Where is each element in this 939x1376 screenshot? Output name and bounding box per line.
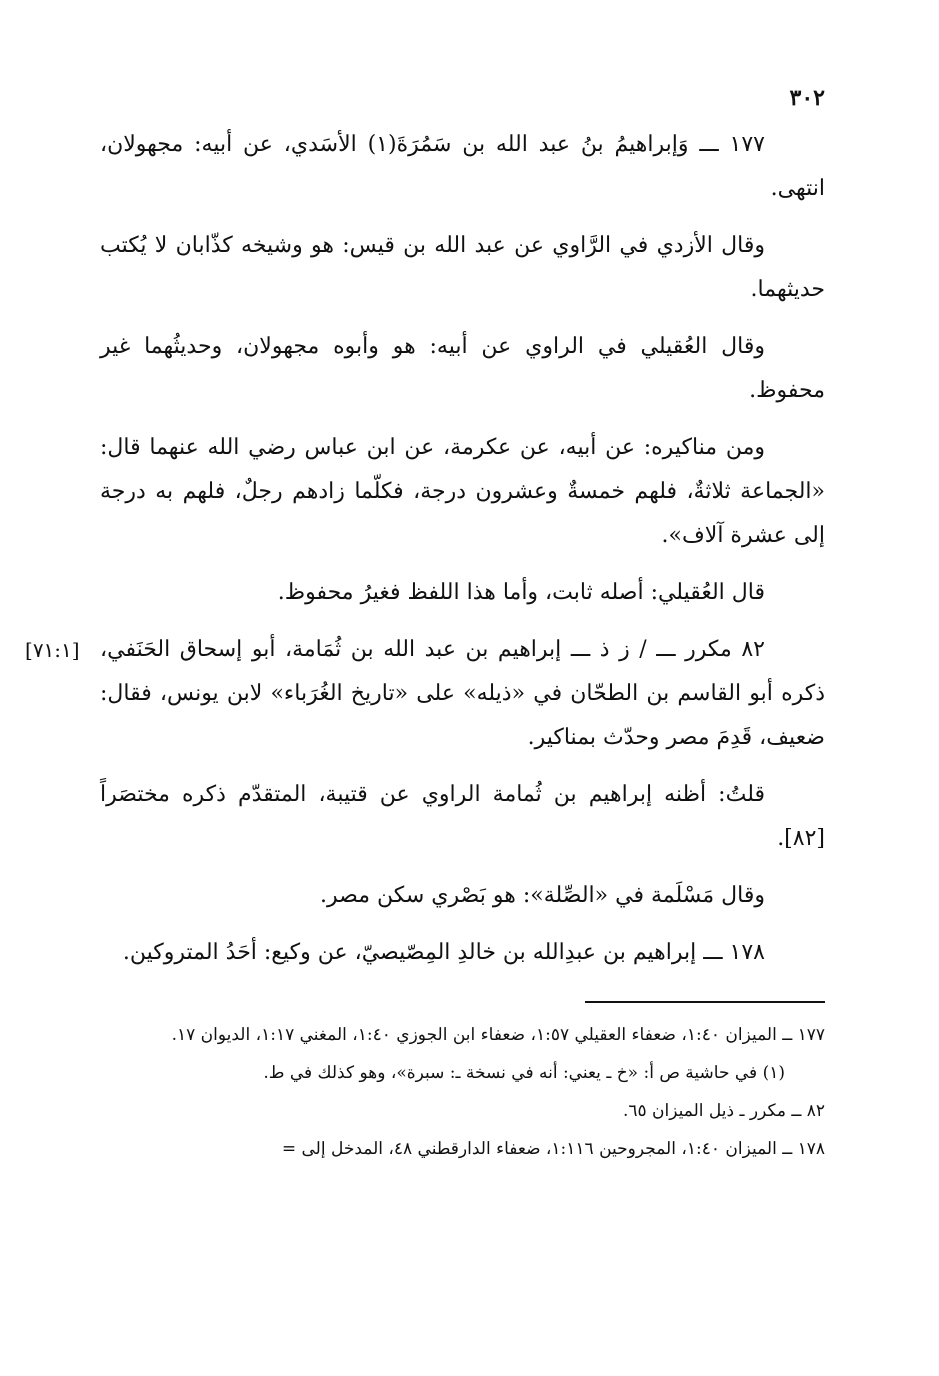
footnote-divider [585,1001,825,1003]
entry-82-wrapper [25,628,825,760]
footnote-177: ١٧٧ ــ الميزان ١:٤٠، ضعفاء العقيلي ١:٥٧، ضعفاء ابن الجوزي ١:٤٠، المغني ١:١٧، الديوان ١٧. [171,1025,825,1045]
entry-82: ٨٢ مكرر ـــ / ز ذ ـــ إبراهيم بن عبد الله بن ثُمَامة، أبو إسحاق الحَنَفي، ذكره أبو القاسم بن الطحّان في «ذيله» على «تاريخ الغُرَباء» لابن يونس، فقال: ضعيف، قَدِمَ مصر وحدّث بمناكير. [100,637,825,750]
paragraph-manakir: ومن مناكيره: عن أبيه، عن عكرمة، عن ابن عباس رضي الله عنهما قال: «الجماعة ثلاثةٌ، فلهم خمسةٌ وعشرون درجة، فكلّما زادهم رجلٌ، فلهم به درجة إلى عشرة آلاف». [100,435,825,548]
paragraph-qultu: قلتُ: أظنه إبراهيم بن ثُمامة الراوي عن قتيبة، المتقدّم ذكره مختصَراً [٨٢]. [100,782,825,851]
footnote-82: ٨٢ ــ مكرر ـ ذيل الميزان ٦٥. [622,1101,825,1121]
page-number: ٣٠٢ [789,85,825,111]
paragraph-uqayli: وقال العُقيلي في الراوي عن أبيه: هو وأبوه مجهولان، وحديثُهما غير محفوظ. [100,334,825,403]
entry-178: ١٧٨ ـــ إبراهيم بن عبدِالله بن خالدِ المِصّيصيّ، عن وكيع: أحَدُ المتروكين. [122,940,765,965]
footnote-1: (١) في حاشية ص أ: «خ ـ يعني: أنه في نسخة ـ: سبرة»، وهو كذلك في ط. [263,1063,785,1083]
entry-177: ١٧٧ ـــ وَإبراهيمُ بنُ عبد الله بن سَمُرَةَ(١) الأسَدي، عن أبيه: مجهولان، انتهى. [100,132,825,201]
book-page [25,85,825,1171]
margin-reference: [٧١:١] [25,638,80,662]
paragraph-maslama: وقال مَسْلَمة في «الصِّلة»: هو بَصْري سكن مصر. [320,883,765,908]
paragraph-azdi: وقال الأزدي في الرَّاوي عن عبد الله بن قيس: هو وشيخه كذّابان لا يُكتب حديثهما. [100,233,825,302]
footnote-178: ١٧٨ ــ الميزان ١:٤٠، المجروحين ١:١١٦، ضعفاء الدارقطني ٤٨، المدخل إلى = [281,1139,825,1159]
paragraph-uqayli-asl: قال العُقيلي: أصله ثابت، وأما هذا اللفظ فغيرُ محفوظ. [277,580,765,605]
